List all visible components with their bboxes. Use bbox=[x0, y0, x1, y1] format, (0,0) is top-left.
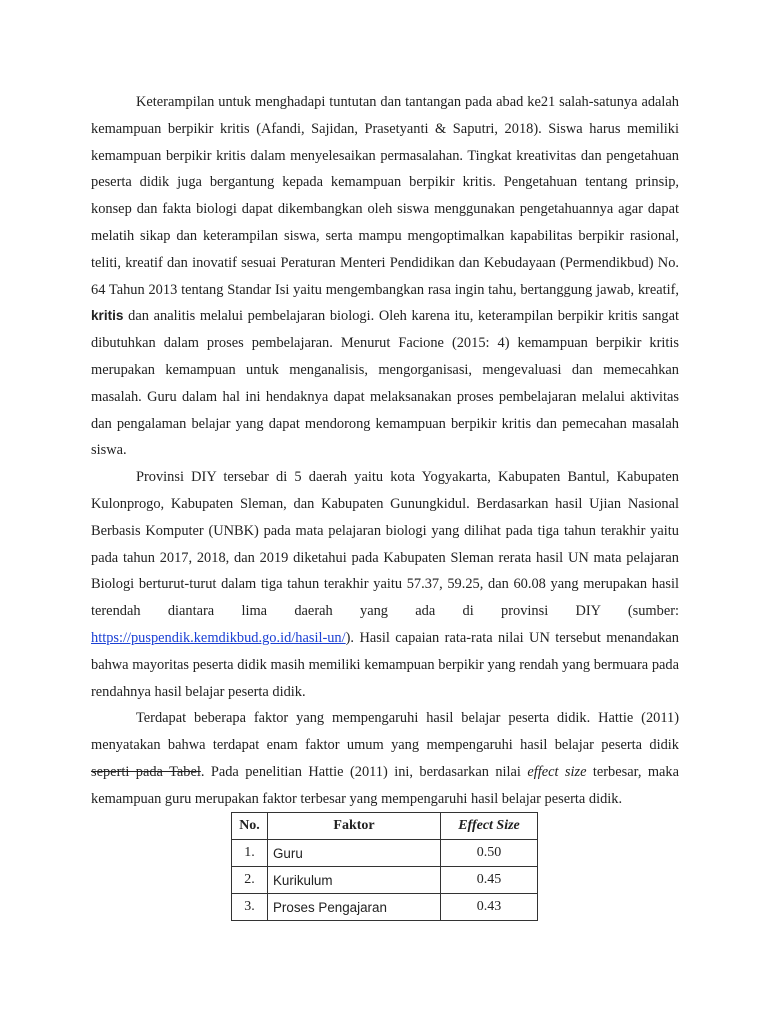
header-no: No. bbox=[232, 813, 268, 840]
source-link[interactable]: https://puspendik.kemdikbud.go.id/hasil-un/ bbox=[91, 629, 346, 646]
paragraph-critical-thinking bbox=[91, 89, 679, 464]
header-effect-size: Effect Size bbox=[441, 813, 538, 840]
header-factor: Faktor bbox=[268, 813, 441, 840]
table-row bbox=[232, 867, 538, 894]
cell-effect-size: 0.43 bbox=[441, 894, 538, 921]
table-row bbox=[232, 894, 538, 921]
paragraph-un-results bbox=[91, 464, 679, 705]
cell-effect-size: 0.45 bbox=[441, 867, 538, 894]
paragraph-text: . Pada penelitian Hattie (2011) ini, berdasarkan nilai bbox=[200, 763, 528, 780]
table-header-row bbox=[232, 813, 538, 840]
cell-effect-size: 0.50 bbox=[441, 840, 538, 867]
paragraph-text: Terdapat beberapa faktor yang mempengaruhi hasil belajar peserta didik. Hattie (2011) menyatakan bahwa terdapat enam faktor umum yang mempengaruhi hasil belajar peserta didik bbox=[91, 710, 679, 754]
paragraph-text: Provinsi DIY tersebar di 5 daerah yaitu kota Yogyakarta, Kabupaten Bantul, Kabupaten Kulonprogo, Kabupaten Sleman, dan Kabupaten Gunungkidul. Berdasarkan hasil Ujian Nasional Berbasis Komputer (UNBK) pada mata pelajaran biologi yang dilihat pada tiga tahun terakhir yaitu pada tahun 2017, 2018, dan 2019 diketahui pada Kabupaten Sleman rerata hasil UN mata pelajaran Biologi berturut-turut dalam tiga tahun terakhir yaitu 57.37, 59.25, dan 60.08 yang merupakan hasil terendah diantara lima daerah yang ada di provinsi DIY (sumber: bbox=[91, 469, 679, 620]
paragraph-text: Keterampilan untuk menghadapi tuntutan dan tantangan pada abad ke21 salah-satunya adalah kemampuan berpikir kritis (Afandi, Sajidan, Prasetyanti & Saputri, 2018). Siswa harus memiliki kemampuan berpikir kritis dalam menyelesaikan permasalahan. Tingkat kreativitas dan pengetahuan peserta didik juga bergantung kepada kemampuan berpikir kritis. Pengetahuan tentang prinsip, konsep dan fakta biologi dapat dikembangkan oleh siswa menggunakan pengetahuannya agar dapat melatih sikap dan keterampilan siswa, serta mampu mengoptimalkan kapabilitas berpikir rasional, teliti, kreatif dan inovatif sesuai Peraturan Menteri Pendidikan dan Kebudayaan (Permendikbud) No. 64 Tahun 2013 tentang Standar Isi yaitu mengembangkan rasa ingin tahu, bertanggung jawab, kreatif, bbox=[91, 94, 679, 298]
paragraph-text: terbesar, maka kemampuan guru merupakan faktor terbesar yang mempengaruhi hasil belajar peserta didik. bbox=[91, 763, 680, 807]
bold-term: kritis bbox=[91, 308, 124, 324]
cell-factor: Proses Pengajaran bbox=[268, 894, 441, 921]
cell-factor: Kurikulum bbox=[268, 867, 441, 894]
italic-term: effect size bbox=[527, 763, 587, 780]
paragraph-text: dan analitis melalui pembelajaran biologi. Oleh karena itu, keterampilan berpikir kritis sangat dibutuhkan dalam proses pembelajaran. Menurut Facione (2015: 4) kemampuan berpikir kritis merupakan kemampuan untuk menganalisis, mengorganisasi, mengevaluasi dan memecahkan masalah. Guru dalam hal ini hendaknya dapat melaksanakan proses pembelajaran melalui aktivitas dan pengalaman belajar yang dapat mendorong kemampuan berpikir kritis dan pemecahan masalah siswa. bbox=[91, 308, 679, 459]
struck-text: seperti pada Tabel bbox=[91, 763, 201, 780]
cell-no: 1. bbox=[232, 840, 268, 867]
cell-no: 2. bbox=[232, 867, 268, 894]
paragraph-text: ). Hasil capaian rata-rata nilai UN tersebut menandakan bahwa mayoritas peserta didik masih memiliki kemampuan berpikir yang rendah yang bermuara pada rendahnya hasil belajar peserta didik. bbox=[91, 629, 679, 700]
document-body bbox=[91, 89, 679, 813]
cell-no: 3. bbox=[232, 894, 268, 921]
effect-size-table bbox=[231, 812, 538, 921]
table-row bbox=[232, 840, 538, 867]
paragraph-factors bbox=[91, 705, 679, 812]
cell-factor: Guru bbox=[268, 840, 441, 867]
